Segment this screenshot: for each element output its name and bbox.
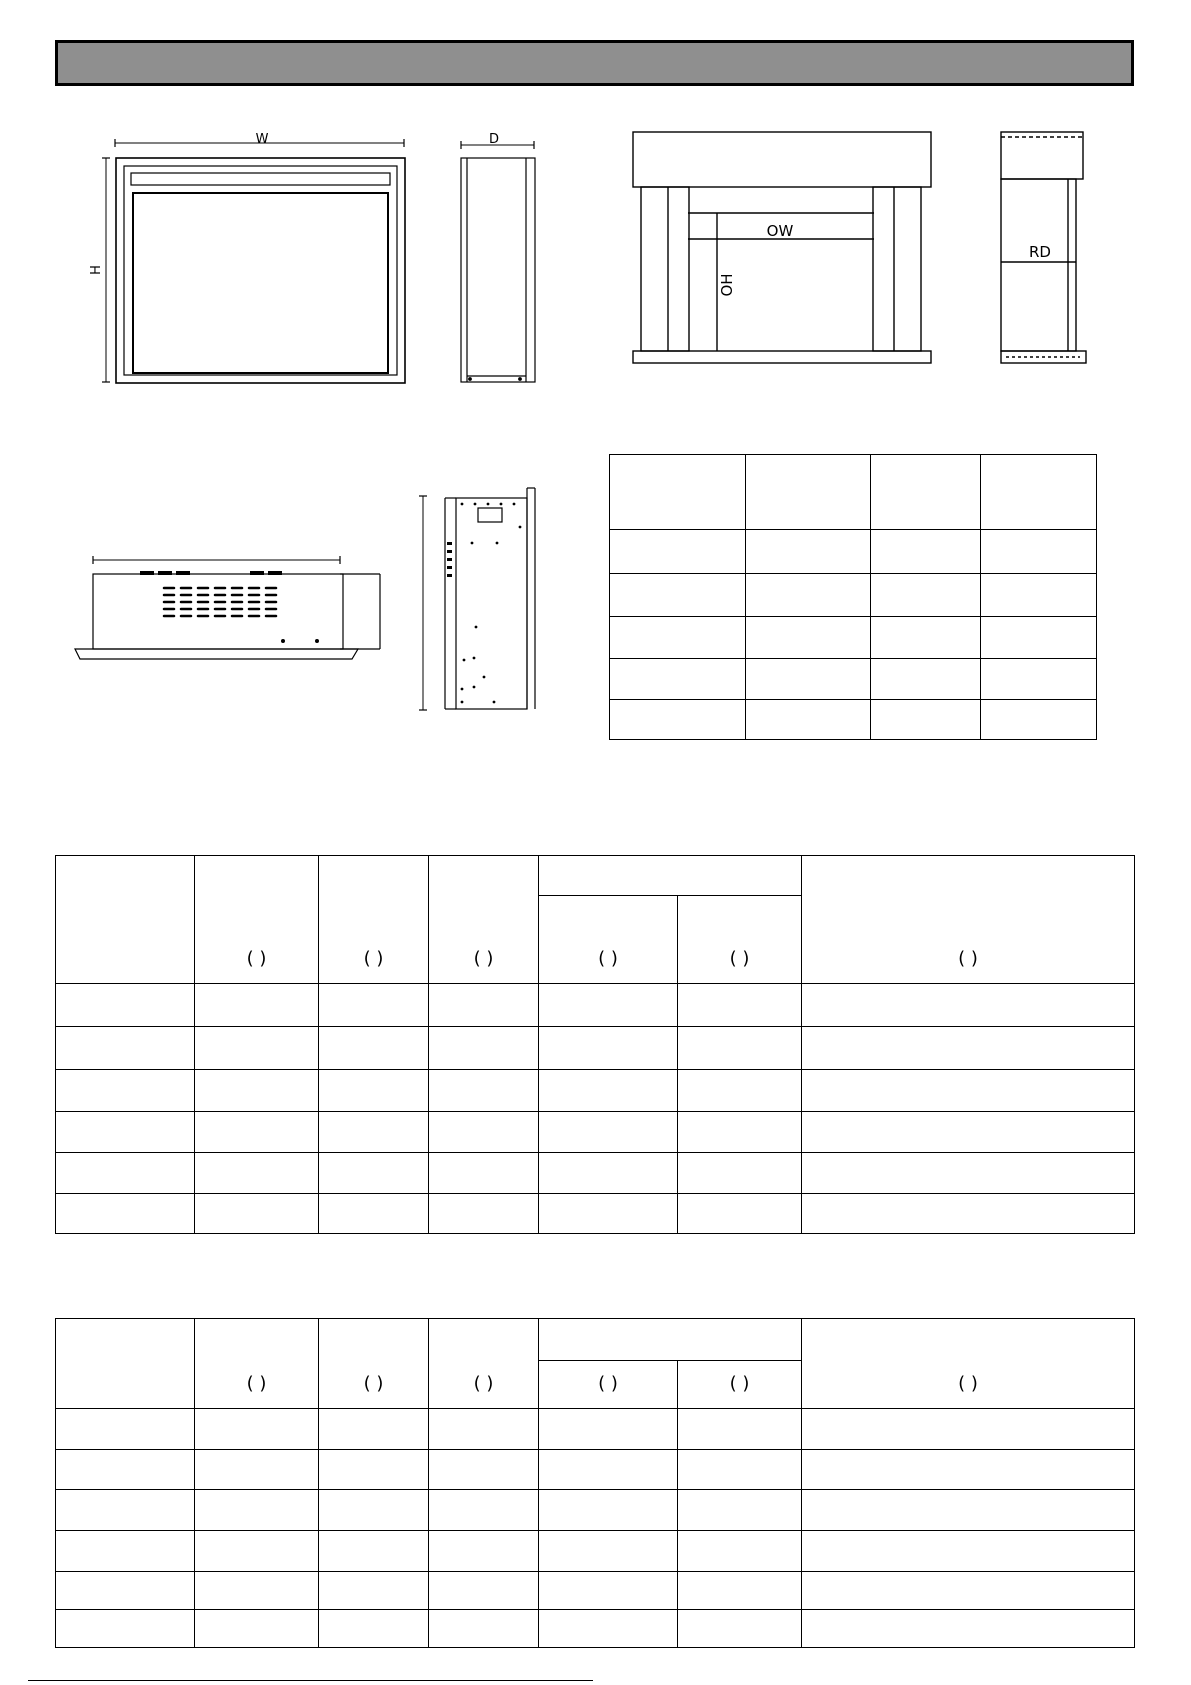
table-cell (539, 984, 678, 1027)
recess-depth-label: RD (1029, 243, 1051, 261)
table-cell (429, 1572, 539, 1610)
table-cell (319, 856, 429, 984)
table-cell (539, 1027, 678, 1070)
table-cell (539, 1450, 678, 1490)
table-cell (802, 1027, 1135, 1070)
opening-height-label: OH (718, 273, 736, 297)
vent-slots (164, 588, 276, 616)
table-cell (195, 1112, 319, 1153)
table-row (56, 1112, 1135, 1153)
table-cell (539, 1572, 678, 1610)
table-cell (195, 1531, 319, 1572)
table-cell (802, 1409, 1135, 1450)
table-cell (678, 1361, 802, 1409)
table-cell (981, 659, 1097, 700)
table-cell (610, 530, 746, 574)
table-cell (319, 1490, 429, 1531)
unit-paren: ( ) (363, 1373, 384, 1394)
opening-width-label: OW (766, 222, 794, 240)
table-cell (195, 1070, 319, 1112)
table-cell (319, 1194, 429, 1234)
table-cell (802, 856, 1135, 984)
unit-paren: ( ) (363, 948, 384, 969)
height-label: H (89, 265, 104, 275)
table-cell (539, 1153, 678, 1194)
table-cell (56, 1490, 195, 1531)
middle-drawings (0, 470, 600, 730)
table-cell (746, 659, 871, 700)
unit-paren: ( ) (246, 948, 267, 969)
mantel-front-drawing (633, 132, 931, 363)
table-cell (429, 1027, 539, 1070)
table-cell (429, 1450, 539, 1490)
table-cell (319, 1112, 429, 1153)
side-view-drawing (461, 141, 535, 382)
table-cell (802, 1572, 1135, 1610)
table-cell (319, 1610, 429, 1648)
table-cell (981, 700, 1097, 740)
table-cell (429, 856, 539, 984)
table-cell (429, 1194, 539, 1234)
table-cell (56, 856, 195, 984)
table-cell (678, 1531, 802, 1572)
table-cell (195, 1610, 319, 1648)
table-cell (319, 1070, 429, 1112)
table-cell (678, 984, 802, 1027)
table-cell (319, 1319, 429, 1409)
table-header-row (56, 1319, 1135, 1361)
unit-paren: ( ) (729, 948, 750, 969)
bottom-divider (28, 1680, 593, 1681)
table-cell (746, 617, 871, 659)
table-cell (539, 856, 802, 896)
table-cell (678, 1572, 802, 1610)
table-cell (678, 1610, 802, 1648)
table-cell (56, 1610, 195, 1648)
table-row (56, 1610, 1135, 1648)
table-cell (539, 1070, 678, 1112)
table-cell (871, 617, 981, 659)
table-cell (195, 1194, 319, 1234)
depth-label: D (488, 132, 500, 147)
unit-paren: ( ) (729, 1373, 750, 1394)
table-cell (871, 455, 981, 530)
table-cell (802, 984, 1135, 1027)
spec-table-1 (55, 855, 1135, 1234)
table-row (56, 1409, 1135, 1450)
width-label: W (255, 132, 269, 147)
unit-paren: ( ) (958, 1373, 978, 1394)
table-cell (871, 574, 981, 617)
table-row (56, 1531, 1135, 1572)
table-cell (802, 1450, 1135, 1490)
table-cell (319, 1153, 429, 1194)
table-cell (802, 1531, 1135, 1572)
table-cell (56, 1409, 195, 1450)
table-cell (802, 1153, 1135, 1194)
table-cell (981, 574, 1097, 617)
table-cell (802, 1610, 1135, 1648)
table-row (610, 617, 1097, 659)
table-cell (195, 1027, 319, 1070)
table-cell (539, 1409, 678, 1450)
unit-paren: ( ) (473, 1373, 494, 1394)
table-cell (319, 1027, 429, 1070)
table-cell (429, 1319, 539, 1409)
table-cell (678, 1490, 802, 1531)
table-cell (871, 700, 981, 740)
table-cell (195, 856, 319, 984)
table-row (56, 1194, 1135, 1234)
table-cell (539, 1319, 802, 1361)
spec-table-2 (55, 1318, 1135, 1648)
table-cell (56, 984, 195, 1027)
table-cell (56, 1572, 195, 1610)
unit-paren: ( ) (598, 948, 618, 969)
unit-paren: ( ) (958, 948, 978, 969)
table-cell (319, 1409, 429, 1450)
top-drawings (0, 0, 1191, 420)
table-cell (56, 1531, 195, 1572)
table-cell (610, 700, 746, 740)
table-cell (56, 1027, 195, 1070)
table-cell (56, 1194, 195, 1234)
table-cell (610, 617, 746, 659)
table-cell (429, 1112, 539, 1153)
table-row (56, 1490, 1135, 1531)
mantel-dimensions-table (609, 454, 1097, 740)
table-cell (871, 530, 981, 574)
table-cell (802, 1490, 1135, 1531)
table-row (56, 1450, 1135, 1490)
table-cell (610, 659, 746, 700)
table-cell (195, 984, 319, 1027)
table-cell (678, 1070, 802, 1112)
table-cell (429, 1070, 539, 1112)
table-header-row (56, 856, 1135, 896)
table-cell (195, 1572, 319, 1610)
table-row (56, 1027, 1135, 1070)
table-cell (802, 1112, 1135, 1153)
table-cell (539, 1531, 678, 1572)
table-cell (746, 455, 871, 530)
table-cell (429, 1490, 539, 1531)
table-row (56, 1572, 1135, 1610)
table-cell (678, 1409, 802, 1450)
table-cell (429, 984, 539, 1027)
table-cell (610, 574, 746, 617)
table-row (610, 659, 1097, 700)
table-cell (319, 1572, 429, 1610)
table-cell (319, 1531, 429, 1572)
table-cell (195, 1450, 319, 1490)
table-cell (871, 659, 981, 700)
table-cell (802, 1194, 1135, 1234)
table-cell (802, 1319, 1135, 1409)
table-row (610, 455, 1097, 530)
table-cell (678, 1450, 802, 1490)
table-cell (56, 1319, 195, 1409)
table-row (56, 984, 1135, 1027)
table-cell (981, 455, 1097, 530)
table-row (56, 1153, 1135, 1194)
table-cell (678, 1112, 802, 1153)
table-cell (678, 1027, 802, 1070)
table-cell (195, 1409, 319, 1450)
table-cell (678, 896, 802, 984)
table-cell (746, 700, 871, 740)
table-cell (429, 1610, 539, 1648)
table-cell (195, 1319, 319, 1409)
table-cell (319, 1450, 429, 1490)
table-cell (981, 530, 1097, 574)
table-cell (678, 1194, 802, 1234)
table-cell (56, 1153, 195, 1194)
table-cell (429, 1409, 539, 1450)
table-cell (539, 1361, 678, 1409)
table-cell (56, 1070, 195, 1112)
unit-paren: ( ) (598, 1373, 618, 1394)
table-cell (746, 574, 871, 617)
table-row (610, 700, 1097, 740)
front-view-drawing (102, 139, 405, 383)
table-cell (56, 1450, 195, 1490)
table-cell (539, 1610, 678, 1648)
table-cell (539, 1112, 678, 1153)
table-cell (195, 1490, 319, 1531)
table-row (610, 574, 1097, 617)
table-cell (319, 984, 429, 1027)
table-cell (981, 617, 1097, 659)
table-cell (429, 1153, 539, 1194)
table-cell (539, 896, 678, 984)
table-cell (539, 1194, 678, 1234)
table-cell (56, 1112, 195, 1153)
table-cell (802, 1070, 1135, 1112)
table-cell (429, 1531, 539, 1572)
table-cell (746, 530, 871, 574)
table-cell (610, 455, 746, 530)
unit-paren: ( ) (246, 1373, 267, 1394)
rear-view-drawing (419, 488, 535, 710)
table-cell (678, 1153, 802, 1194)
table-row (56, 1070, 1135, 1112)
table-cell (539, 1490, 678, 1531)
top-view-drawing (75, 556, 380, 659)
table-cell (195, 1153, 319, 1194)
unit-paren: ( ) (473, 948, 494, 969)
table-row (610, 530, 1097, 574)
